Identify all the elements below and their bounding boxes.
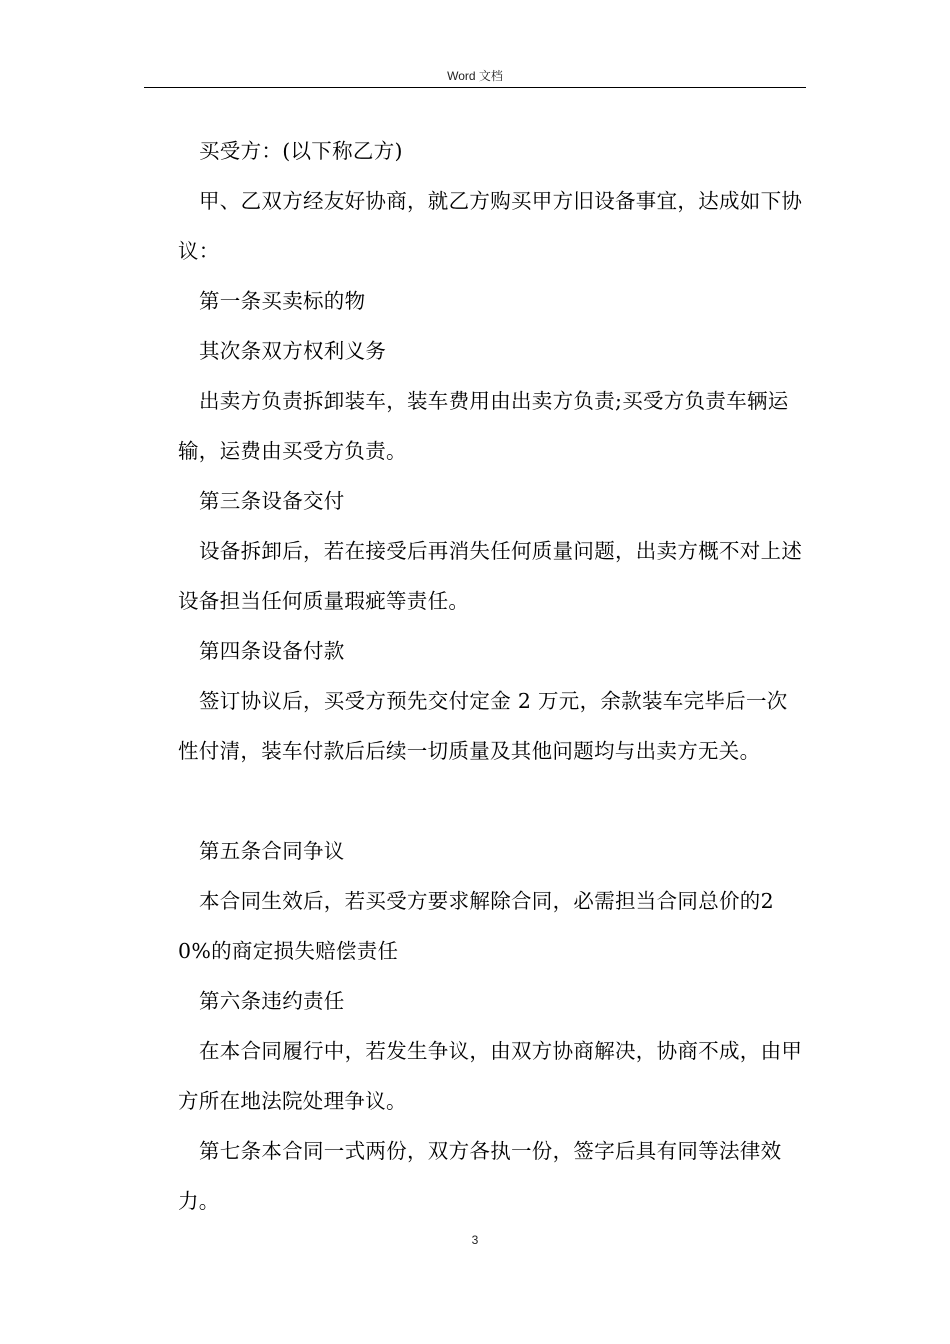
clause-6-title: 第六条违约责任	[199, 989, 345, 1013]
clause-3-body: 设备拆卸后，若在接受后再消失任何质量问题，出卖方概不对上述设备担当任何质量瑕疵等责任。	[178, 539, 803, 613]
paragraph-buyer: 买受方：(以下称乙方)	[199, 139, 403, 163]
clause-3-title: 第三条设备交付	[199, 489, 345, 513]
clause-2-title: 其次条双方权利义务	[199, 339, 387, 363]
blank-line	[178, 776, 806, 826]
clause-7: 第七条本合同一式两份，双方各执一份，签字后具有同等法律效力。	[178, 1139, 782, 1213]
clause-5-title: 第五条合同争议	[199, 839, 345, 863]
clause-5-body: 本合同生效后，若买受方要求解除合同，必需担当合同总价的20%的商定损失赔偿责任	[178, 889, 774, 963]
header-divider	[144, 87, 806, 88]
clause-4-title: 第四条设备付款	[199, 639, 345, 663]
document-body	[178, 126, 806, 1226]
clause-2-body: 出卖方负责拆卸装车，装车费用由出卖方负责;买受方负责车辆运输，运费由买受方负责。	[178, 389, 789, 463]
page-number: 3	[471, 1233, 479, 1247]
clause-4-body: 签订协议后，买受方预先交付定金 2 万元，余款装车完毕后一次性付清，装车付款后后续一切质量及其他问题均与出卖方无关。	[178, 689, 788, 763]
paragraph-intro: 甲、乙双方经友好协商，就乙方购买甲方旧设备事宜，达成如下协议：	[178, 189, 803, 263]
clause-6-body: 在本合同履行中，若发生争议，由双方协商解决，协商不成，由甲方所在地法院处理争议。	[178, 1039, 803, 1113]
clause-1-title: 第一条买卖标的物	[199, 289, 366, 313]
page-header: Word 文档	[447, 69, 503, 83]
